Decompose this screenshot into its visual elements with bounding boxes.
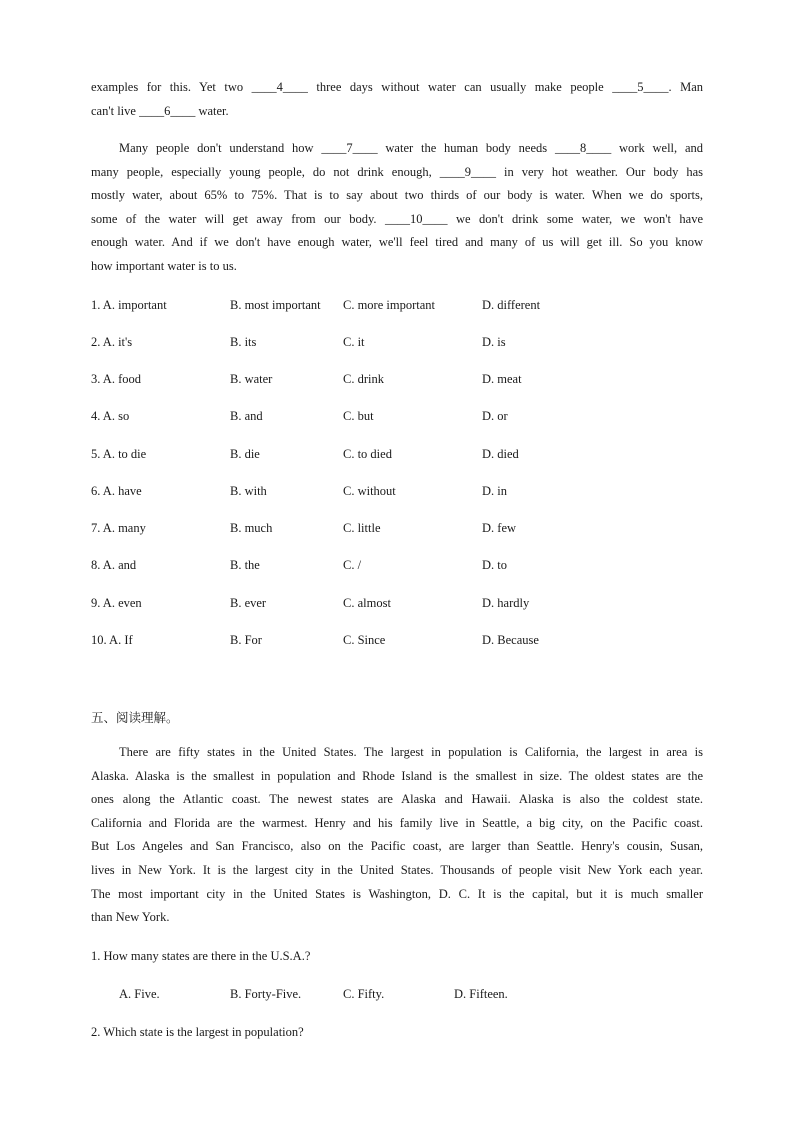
option-row [91, 298, 703, 316]
option-c: C. little [343, 521, 381, 535]
option-b: B. most important [230, 298, 321, 312]
option-row [91, 335, 703, 353]
option-c: C. to died [343, 447, 392, 461]
option-b: B. and [230, 409, 263, 423]
option-c: C. Since [343, 633, 386, 647]
text-line: can't live ____6____ water. [91, 103, 229, 118]
option-b: B. much [230, 521, 273, 535]
option-row [91, 596, 703, 614]
option-row [91, 484, 703, 502]
option-a: 8. A. and [91, 558, 137, 572]
option-d: D. died [482, 447, 519, 461]
option-row [91, 372, 703, 390]
text-line: California and Florida are the warmest. Henry and his family live in Seattle, a big city, on the Pacific coast. [91, 815, 703, 830]
text-line: some of the water will get away from our body. ____10____ we don't drink some water, we won't have [91, 211, 703, 226]
option-a: 1. A. important [91, 298, 167, 312]
option-b: B. with [230, 484, 267, 498]
text-line: ones along the Atlantic coast. The newest states are Alaska and Hawaii. Alaska is also the coldest state. [91, 792, 703, 807]
option-a: 6. A. have [91, 484, 142, 498]
option-d: D. or [482, 409, 508, 423]
option-b: B. its [230, 335, 257, 349]
option-c: C. more important [343, 298, 435, 312]
option-d: D. in [482, 484, 507, 498]
option-a: 5. A. to die [91, 447, 147, 461]
option-d: D. Because [482, 633, 539, 647]
option-a: 9. A. even [91, 596, 142, 610]
option-c: C. almost [343, 596, 391, 610]
text-line: Alaska. Alaska is the smallest in population and Rhode Island is the smallest in size. The oldest states are the [91, 768, 703, 783]
option-row [91, 558, 703, 576]
option-c: C. without [343, 484, 396, 498]
text-line: than New York. [91, 910, 170, 925]
text-line: But Los Angeles and San Francisco, also on the Pacific coast, are larger than Seattle. Henry's cousin, Susan, [91, 839, 703, 854]
option-row [91, 409, 703, 427]
option-a: A. Five. [119, 987, 160, 1001]
question-2: 2. Which state is the largest in population? [91, 1025, 304, 1039]
option-c: C. drink [343, 372, 384, 386]
option-a: 7. A. many [91, 521, 146, 535]
option-b: B. For [230, 633, 262, 647]
option-d: D. to [482, 558, 507, 572]
option-c: C. but [343, 409, 374, 423]
option-a: 4. A. so [91, 409, 130, 423]
option-a: 10. A. If [91, 633, 133, 647]
cloze-paragraph-2 [91, 137, 703, 279]
text-line: examples for this. Yet two ____4____ three days without water can usually make people ____5____. Man [91, 80, 703, 94]
reading-passage [91, 741, 703, 930]
text-line: The most important city in the United States is Washington, D. C. It is the capital, but it is much smaller [91, 886, 703, 901]
option-b: B. ever [230, 596, 267, 610]
text-line: There are fifty states in the United States. The largest in population is California, the largest in area is [119, 745, 703, 759]
option-c: C. Fifty. [343, 987, 385, 1001]
text-line: Many people don't understand how ____7____ water the human body needs ____8____ work well, and [119, 141, 703, 155]
option-d: D. hardly [482, 596, 530, 610]
option-b: B. the [230, 558, 260, 572]
option-d: D. is [482, 335, 506, 349]
question-1-options [91, 987, 703, 1005]
text-line: enough water. And if we don't have enough water, we'll feel tired and many of us will get ill. So you know [91, 235, 703, 250]
text-line: how important water is to us. [91, 258, 237, 273]
option-a: 3. A. food [91, 372, 141, 386]
question-1: 1. How many states are there in the U.S.A.? [91, 949, 311, 963]
option-d: D. meat [482, 372, 522, 386]
option-b: B. die [230, 447, 260, 461]
cloze-paragraph-1 [91, 76, 703, 123]
option-a: 2. A. it's [91, 335, 133, 349]
option-c: C. / [343, 558, 362, 572]
section-heading: 五、阅读理解。 [91, 710, 179, 725]
option-b: B. Forty-Five. [230, 987, 302, 1001]
option-row [91, 521, 703, 539]
option-row [91, 633, 703, 651]
option-d: D. Fifteen. [454, 987, 508, 1001]
option-d: D. few [482, 521, 517, 535]
text-line: many people, especially young people, do not drink enough, ____9____ in very hot weather. Our body has [91, 164, 703, 179]
option-b: B. water [230, 372, 273, 386]
text-line: lives in New York. It is the largest city in the United States. Thousands of people visit New York each year. [91, 862, 703, 877]
option-row [91, 447, 703, 465]
text-line: mostly water, about 65% to 75%. That is to say about two thirds of our body is water. When we do sports, [91, 188, 703, 203]
option-c: C. it [343, 335, 365, 349]
option-d: D. different [482, 298, 541, 312]
